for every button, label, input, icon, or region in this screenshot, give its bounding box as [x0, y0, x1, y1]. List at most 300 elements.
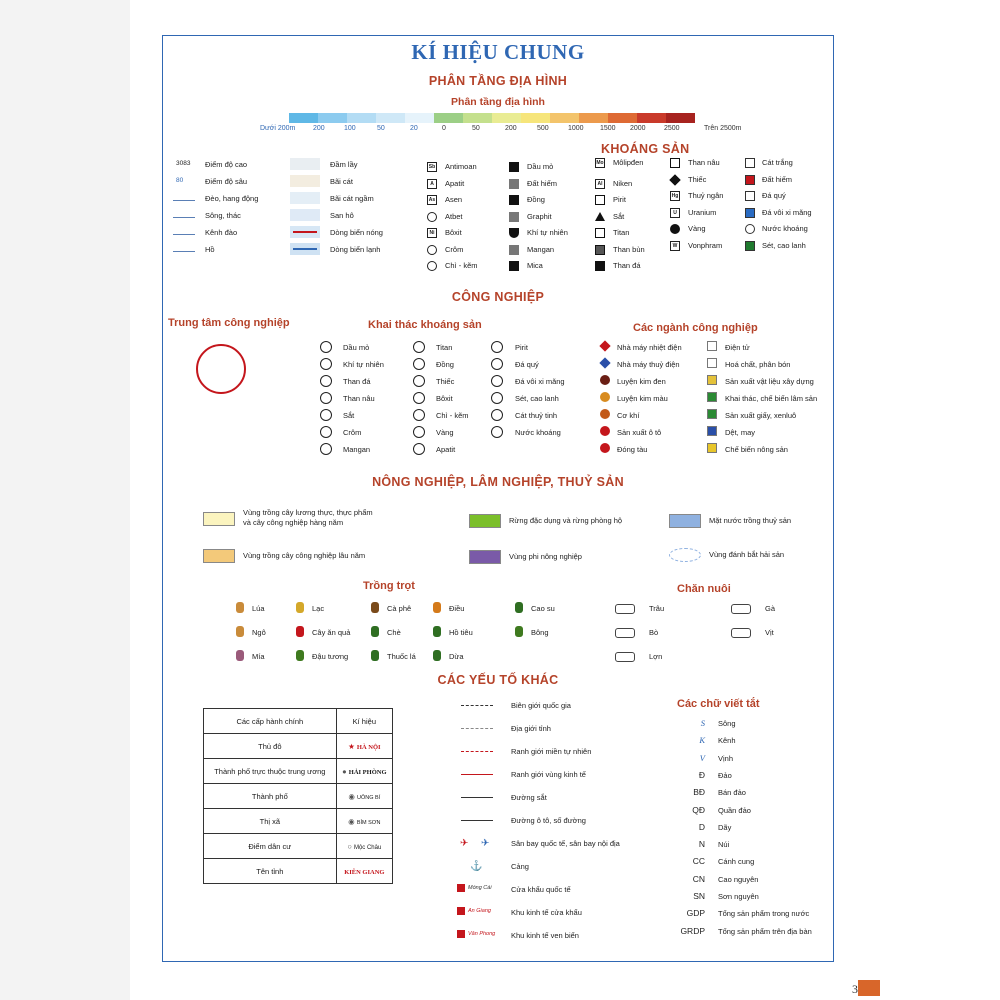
terrain-item-label: Kênh đào	[205, 228, 238, 237]
industry-branch-label: Luyện kim màu	[617, 394, 668, 403]
line-label: Biên giới quốc gia	[511, 701, 571, 710]
admin-level-cell: Tên tỉnh	[204, 859, 337, 884]
crop-label: Lạc	[312, 604, 325, 613]
line-label: Cảng	[511, 862, 529, 871]
mineral-shape-icon	[509, 245, 519, 255]
table-row	[204, 859, 393, 884]
admin-symbol-cell	[336, 809, 392, 834]
mineral-label: Đồng	[527, 195, 545, 204]
mineral-label: Sét, cao lanh	[762, 240, 806, 250]
mineral-letter-icon: Ni	[427, 228, 437, 238]
abbreviations-heading: Các chữ viết tắt	[677, 698, 760, 710]
page-edge	[0, 0, 130, 1000]
abbr-value: Cánh cung	[718, 857, 755, 867]
admin-symbol-cell	[336, 859, 392, 884]
elevation-color-step	[637, 113, 666, 123]
mining-circle-icon	[320, 358, 332, 370]
elevation-color-step	[405, 113, 434, 123]
mineral-letter-icon: Sb	[428, 164, 436, 170]
mineral-shape-icon	[595, 261, 605, 271]
industry-branch-label: Dệt, may	[725, 428, 756, 437]
mineral-label: Bôxit	[445, 228, 462, 237]
elevation-color-step	[550, 113, 579, 123]
admin-symbol-label: Mộc Châu	[353, 844, 382, 851]
elevation-color-step	[318, 113, 347, 123]
abbr-value: Sơn nguyên	[718, 892, 759, 901]
admin-symbol-label: KIÊN GIANG	[344, 868, 385, 876]
industry-branch-icon	[600, 443, 610, 453]
elevation-color-step	[347, 113, 376, 123]
mining-label: Crôm	[343, 428, 362, 437]
livestock-heading: Chăn nuôi	[677, 583, 731, 595]
mineral-letter-icon: Hg	[671, 193, 679, 199]
mining-label: Sét, cao lanh	[515, 394, 559, 403]
mining-label: Khí tự nhiên	[343, 360, 384, 369]
abbr-key: SN	[693, 891, 705, 901]
mining-label: Thiếc	[436, 377, 455, 386]
industry-branch-icon	[707, 341, 717, 351]
table-header-row	[204, 709, 393, 734]
elevation-point-value: 3083	[176, 160, 191, 167]
crop-icon	[296, 602, 304, 613]
line-label: Ranh giới miền tự nhiên	[511, 747, 592, 756]
mineral-label: Asen	[445, 195, 463, 204]
mining-circle-icon	[320, 375, 332, 387]
abbr-value: Cao nguyên	[718, 874, 759, 884]
abbr-value: Tổng sản phẩm trong nước	[718, 909, 810, 919]
mineral-shape-icon	[509, 195, 519, 205]
mineral-label: Thuỷ ngân	[688, 191, 724, 200]
industry-branch-icon	[600, 375, 610, 385]
mineral-letter-icon: W	[670, 241, 680, 251]
table-header-cell: Kí hiệu	[336, 709, 392, 734]
industry-branch-icon	[707, 409, 717, 419]
terrain-icon	[173, 211, 195, 218]
mining-circle-icon	[413, 426, 425, 438]
admin-symbol-cell	[336, 759, 392, 784]
admin-level-cell: Thị xã	[204, 809, 337, 834]
crop-label: Cây ăn quả	[312, 628, 351, 637]
border-gate-icon	[457, 884, 465, 892]
mineral-shape-icon	[509, 212, 519, 222]
industry-branch-label: Hoá chất, phân bón	[725, 360, 791, 369]
terrain-icon	[173, 194, 195, 201]
terrain-item-label: Dòng biển nóng	[330, 228, 383, 237]
abbr-key: GDP	[686, 908, 705, 919]
crops-heading: Trồng trọt	[363, 580, 415, 592]
line-sample	[461, 705, 493, 706]
mining-label: Titan	[436, 343, 453, 352]
mineral-shape-icon	[595, 245, 605, 255]
industry-branch-icon	[707, 375, 717, 385]
border-gate-tag: An Giang	[468, 908, 491, 914]
abbr-key: K	[699, 735, 705, 746]
other-heading: CÁC YẾU TỐ KHÁC	[437, 673, 559, 687]
admin-symbol-label: BỈM SƠN	[356, 819, 381, 826]
admin-symbol-mark: ○	[347, 841, 354, 851]
admin-symbol-cell	[336, 834, 392, 859]
mineral-label: Môlipđen	[613, 158, 644, 167]
zone-swatch	[469, 514, 501, 528]
abbr-value: Sông	[718, 719, 736, 728]
abbr-key: N	[698, 839, 705, 850]
mineral-label: Mica	[527, 261, 543, 270]
terrain-item-label: Dòng biển lạnh	[330, 245, 381, 254]
livestock-label: Bò	[649, 628, 659, 637]
elevation-tick-label: 50	[472, 125, 480, 132]
industry-branch-icon	[600, 426, 610, 436]
mineral-shape-icon	[595, 195, 605, 205]
mineral-label: Cát trắng	[762, 158, 793, 167]
zone-swatch	[669, 514, 701, 528]
elevation-point-value: 80	[176, 177, 184, 184]
industry-branch-icon	[600, 409, 610, 419]
elevation-color-step	[666, 113, 695, 123]
industry-heading: CÔNG NGHIỆP	[451, 290, 545, 304]
triangle-icon	[595, 212, 605, 221]
mineral-label: Nước khoáng	[762, 224, 808, 233]
terrain-heading: PHÂN TẦNG ĐỊA HÌNH	[428, 74, 568, 88]
industry-branch-label: Đóng tàu	[617, 445, 648, 454]
mineral-label: Niken	[613, 178, 633, 188]
zone-label: và cây công nghiệp hàng năm	[243, 518, 344, 527]
admin-level-cell: Điểm dân cư	[204, 834, 337, 859]
abbr-value: Núi	[718, 840, 730, 850]
mining-circle-icon	[491, 375, 503, 387]
current-arrow	[293, 231, 317, 233]
minerals-heading: KHOÁNG SẢN	[601, 142, 690, 156]
mineral-label: Vàng	[688, 224, 706, 233]
mining-label: Đồng	[436, 360, 454, 369]
line-sample	[461, 751, 493, 752]
elevation-tick-label: 20	[410, 125, 418, 132]
elevation-tick-label: 200	[313, 125, 325, 132]
livestock-icon	[615, 604, 635, 614]
mineral-label: Atbet	[445, 211, 463, 221]
crop-label: Dừa	[449, 652, 464, 661]
crop-icon	[433, 602, 441, 613]
plane-icon: ✈	[460, 838, 469, 849]
abbr-key: V	[699, 752, 705, 763]
line-sample	[461, 774, 493, 775]
mining-label: Apatit	[436, 445, 456, 454]
border-gate-icon	[457, 907, 465, 915]
border-gate-icon	[457, 930, 465, 938]
mining-circle-icon	[491, 341, 503, 353]
industry-branch-icon	[707, 358, 717, 368]
crop-label: Chè	[387, 628, 401, 637]
mineral-shape-icon	[509, 179, 519, 189]
mining-label: Chì - kẽm	[436, 411, 469, 420]
livestock-label: Gà	[765, 604, 776, 613]
terrain-item-label: Hồ	[205, 245, 215, 254]
terrain-pattern-swatch	[290, 158, 320, 170]
terrain-pattern-swatch	[290, 209, 320, 221]
mineral-letter-icon: Al	[595, 179, 605, 189]
industry-branch-label: Điện tử	[725, 343, 750, 352]
crop-icon	[371, 650, 379, 661]
elevation-color-step	[579, 113, 608, 123]
abbr-value: Vịnh	[718, 753, 734, 763]
mineral-color-icon	[745, 191, 755, 201]
crop-icon	[371, 602, 379, 613]
crop-label: Cao su	[531, 604, 555, 613]
industry-branch-label: Cơ khí	[617, 411, 640, 420]
abbr-key: BĐ	[693, 787, 705, 798]
mineral-color-icon	[745, 175, 755, 185]
mineral-label: Than đá	[613, 261, 641, 270]
abbr-value: Đảo	[718, 770, 732, 780]
line-label: Khu kinh tế ven biển	[511, 931, 579, 940]
industry-branch-label: Sản xuất ô tô	[617, 428, 662, 437]
mineral-label: Antimoan	[445, 162, 477, 171]
mineral-color-icon	[745, 241, 755, 251]
admin-symbol-mark: ◉	[348, 791, 358, 801]
terrain-item-label: Bãi cát	[330, 177, 353, 186]
industry-branch-label: Luyện kim đen	[617, 377, 666, 386]
crop-icon	[236, 602, 244, 613]
line-label: Đường ô tô, số đường	[511, 816, 586, 825]
mining-label: Mangan	[343, 445, 371, 454]
zone-label: Mặt nước trồng thuỷ sản	[709, 516, 792, 525]
mining-circle-icon	[413, 341, 425, 353]
mineral-color-icon	[745, 208, 755, 218]
admin-symbol-cell	[336, 784, 392, 809]
mining-circle-icon	[491, 392, 503, 404]
mineral-label: Graphit	[527, 211, 552, 221]
crop-icon	[236, 650, 244, 661]
admin-level-cell: Thành phố	[204, 784, 337, 809]
crop-icon	[296, 626, 304, 637]
mineral-letter-icon: A	[427, 179, 437, 189]
mineral-shape-icon	[595, 228, 605, 238]
mineral-outline-icon	[427, 245, 437, 255]
mineral-shape-icon	[509, 162, 519, 172]
abbr-value: Tổng sản phẩm trên địa bàn	[718, 926, 812, 936]
mineral-label: Đá vôi xi măng	[762, 207, 812, 217]
zone-label: Vùng trồng cây công nghiệp lâu năm	[243, 551, 366, 560]
mineral-shape-icon	[670, 158, 680, 168]
line-label: Ranh giới vùng kinh tế	[511, 770, 586, 779]
zone-swatch	[469, 550, 501, 564]
page-title: KÍ HIỆU CHUNG	[411, 40, 585, 64]
mining-label: Nước khoáng	[515, 428, 561, 437]
terrain-item-label: Đầm lầy	[330, 160, 358, 169]
table-row	[204, 834, 393, 859]
crop-icon	[296, 650, 304, 661]
line-label: Đường sắt	[511, 793, 547, 802]
industry-center-label: Trung tâm công nghiệp	[168, 317, 290, 329]
admin-symbol-label: HÀ NỘI	[356, 743, 381, 751]
mining-label: Than đá	[343, 377, 371, 386]
mineral-letter-icon: U	[670, 208, 680, 218]
terrain-item-label: San hô	[330, 211, 354, 220]
mining-circle-icon	[491, 426, 503, 438]
elevation-tick-label: 1500	[600, 125, 616, 132]
terrain-item-label: Đèo, hang động	[205, 194, 259, 203]
zone-label: Vùng trồng cây lương thực, thực phẩm	[243, 508, 373, 517]
border-gate-tag: Vân Phong	[468, 931, 496, 937]
industry-center-circle	[196, 344, 246, 394]
crop-icon	[433, 650, 441, 661]
mining-label: Sắt	[343, 411, 355, 420]
elevation-tick-label: 2500	[664, 125, 680, 132]
livestock-icon	[731, 604, 751, 614]
mining-circle-icon	[320, 409, 332, 421]
elevation-tick-label: 50	[377, 125, 385, 132]
line-sample	[461, 728, 493, 729]
mining-circle-icon	[413, 443, 425, 455]
crop-label: Lúa	[252, 604, 265, 613]
abbr-key: S	[700, 718, 705, 728]
admin-level-cell: Thành phố trực thuộc trung ương	[204, 759, 337, 784]
mineral-label: Uranium	[688, 207, 717, 217]
crop-label: Thuốc lá	[387, 652, 416, 661]
mineral-outline-icon	[427, 212, 437, 222]
mining-heading: Khai thác khoáng sản	[368, 319, 482, 331]
mineral-color-icon	[745, 224, 755, 234]
livestock-icon	[615, 628, 635, 638]
crop-label: Cà phê	[387, 604, 412, 613]
table-row	[204, 784, 393, 809]
admin-symbol-mark: ★	[348, 741, 357, 751]
mineral-letter-icon: Mo	[596, 160, 604, 166]
mineral-label: Thiếc	[688, 174, 707, 184]
industry-branch-label: Sản xuất vật liệu xây dựng	[725, 377, 814, 386]
crop-label: Bông	[531, 628, 549, 637]
table-row	[204, 734, 393, 759]
livestock-label: Trâu	[649, 604, 665, 613]
abbr-key: CN	[692, 873, 705, 884]
elevation-color-step	[608, 113, 637, 123]
table-row	[204, 809, 393, 834]
elevation-tick-label: 0	[442, 125, 446, 132]
mining-circle-icon	[413, 409, 425, 421]
line-label: Sân bay quốc tế, sân bay nội địa	[511, 839, 620, 848]
livestock-icon	[731, 628, 751, 638]
crop-icon	[371, 626, 379, 637]
mineral-color-icon	[745, 158, 755, 168]
abbr-value: Quần đảo	[718, 805, 751, 815]
abbr-key: GRDP	[680, 925, 705, 936]
livestock-label: Lợn	[649, 652, 663, 661]
crop-label: Ngô	[252, 628, 266, 637]
mining-label: Bôxit	[436, 394, 453, 403]
mineral-label: Đất hiếm	[762, 174, 793, 184]
elevation-tick-label: 500	[537, 125, 549, 132]
line-label: Cửa khẩu quốc tế	[511, 885, 571, 894]
mining-circle-icon	[491, 409, 503, 421]
table-header-cell: Các cấp hành chính	[204, 709, 337, 734]
terrain-icon	[173, 245, 195, 252]
admin-symbol-mark: ◉	[348, 816, 357, 826]
line-sample	[461, 797, 493, 798]
zone-label: Vùng đánh bắt hải sản	[709, 550, 785, 559]
elevation-color-step	[434, 113, 463, 123]
mineral-label: Titan	[613, 228, 630, 237]
mining-label: Pirit	[515, 343, 528, 352]
elevation-color-step	[521, 113, 550, 123]
admin-symbol-mark: ●	[342, 766, 349, 776]
mining-circle-icon	[320, 341, 332, 353]
crop-label: Đậu tương	[312, 652, 349, 661]
branches-heading: Các ngành công nghiệp	[633, 322, 758, 334]
admin-symbol-label: UÔNG BÍ	[357, 794, 381, 801]
industry-branch-label: Nhà máy nhiệt điện	[617, 343, 682, 352]
mineral-label: Crôm	[445, 244, 464, 254]
abbr-value: Bán đảo	[718, 788, 746, 798]
page-tab	[858, 980, 880, 996]
admin-symbol-cell	[336, 734, 392, 759]
mining-label: Vàng	[436, 428, 454, 437]
livestock-icon	[615, 652, 635, 662]
zone-label: Vùng phi nông nghiệp	[509, 552, 582, 561]
abbr-key: D	[698, 821, 705, 832]
abbr-key: CC	[692, 856, 705, 867]
mineral-label: Đá quý	[762, 191, 786, 200]
mineral-label: Sắt	[613, 211, 625, 221]
mineral-shape-icon	[509, 261, 519, 271]
elevation-tick-label: Dưới 200m	[260, 125, 296, 132]
elevation-tick-label: 100	[344, 125, 356, 132]
industry-branch-icon	[707, 426, 717, 436]
terrain-item-label: Sông, thác	[205, 211, 241, 220]
mining-label: Cát thuỷ tinh	[515, 411, 558, 420]
livestock-label: Vịt	[765, 628, 774, 637]
industry-branch-icon	[599, 340, 610, 351]
industry-branch-icon	[599, 357, 610, 368]
industry-branch-icon	[707, 392, 717, 402]
admin-levels-table	[203, 708, 393, 884]
industry-branch-label: Nhà máy thuỷ điện	[617, 360, 680, 369]
crop-icon	[515, 602, 523, 613]
mineral-label: Vonphram	[688, 240, 723, 250]
crop-label: Hồ tiêu	[449, 628, 473, 637]
mining-label: Đá vôi xi măng	[515, 377, 565, 386]
terrain-item-label: Điểm độ cao	[205, 160, 248, 169]
zone-swatch	[203, 549, 235, 563]
terrain-bar-title: Phân tầng địa hình	[451, 96, 545, 108]
elevation-color-step	[289, 113, 318, 123]
crop-label: Mía	[252, 652, 265, 661]
elevation-tick-label: 2000	[630, 125, 646, 132]
crop-icon	[236, 626, 244, 637]
legend-frame	[162, 35, 834, 962]
crop-label: Điều	[449, 604, 465, 613]
mineral-shape-icon	[670, 224, 680, 234]
mining-circle-icon	[413, 358, 425, 370]
industry-branch-label: Sản xuất giấy, xenluô	[725, 411, 797, 420]
elevation-tick-label: 1000	[568, 125, 584, 132]
terrain-pattern-swatch	[290, 175, 320, 187]
current-arrow	[293, 248, 317, 250]
page-number: 3	[852, 982, 858, 996]
zone-label: Rừng đặc dụng và rừng phòng hộ	[509, 516, 623, 525]
mineral-label: Than bùn	[613, 244, 645, 254]
mining-label: Đá quý	[515, 360, 539, 369]
mining-circle-icon	[320, 392, 332, 404]
table-row	[204, 759, 393, 784]
mineral-label: Apatit	[445, 178, 465, 188]
mineral-letter-icon: As	[428, 197, 436, 203]
elevation-tick-label: Trên 2500m	[704, 125, 742, 132]
line-label: Khu kinh tế cửa khẩu	[511, 908, 582, 917]
mining-circle-icon	[413, 375, 425, 387]
mining-label: Than nâu	[343, 394, 375, 403]
mineral-label: Than nâu	[688, 158, 720, 167]
terrain-pattern-swatch	[290, 192, 320, 204]
plane-icon: ✈	[481, 838, 490, 849]
